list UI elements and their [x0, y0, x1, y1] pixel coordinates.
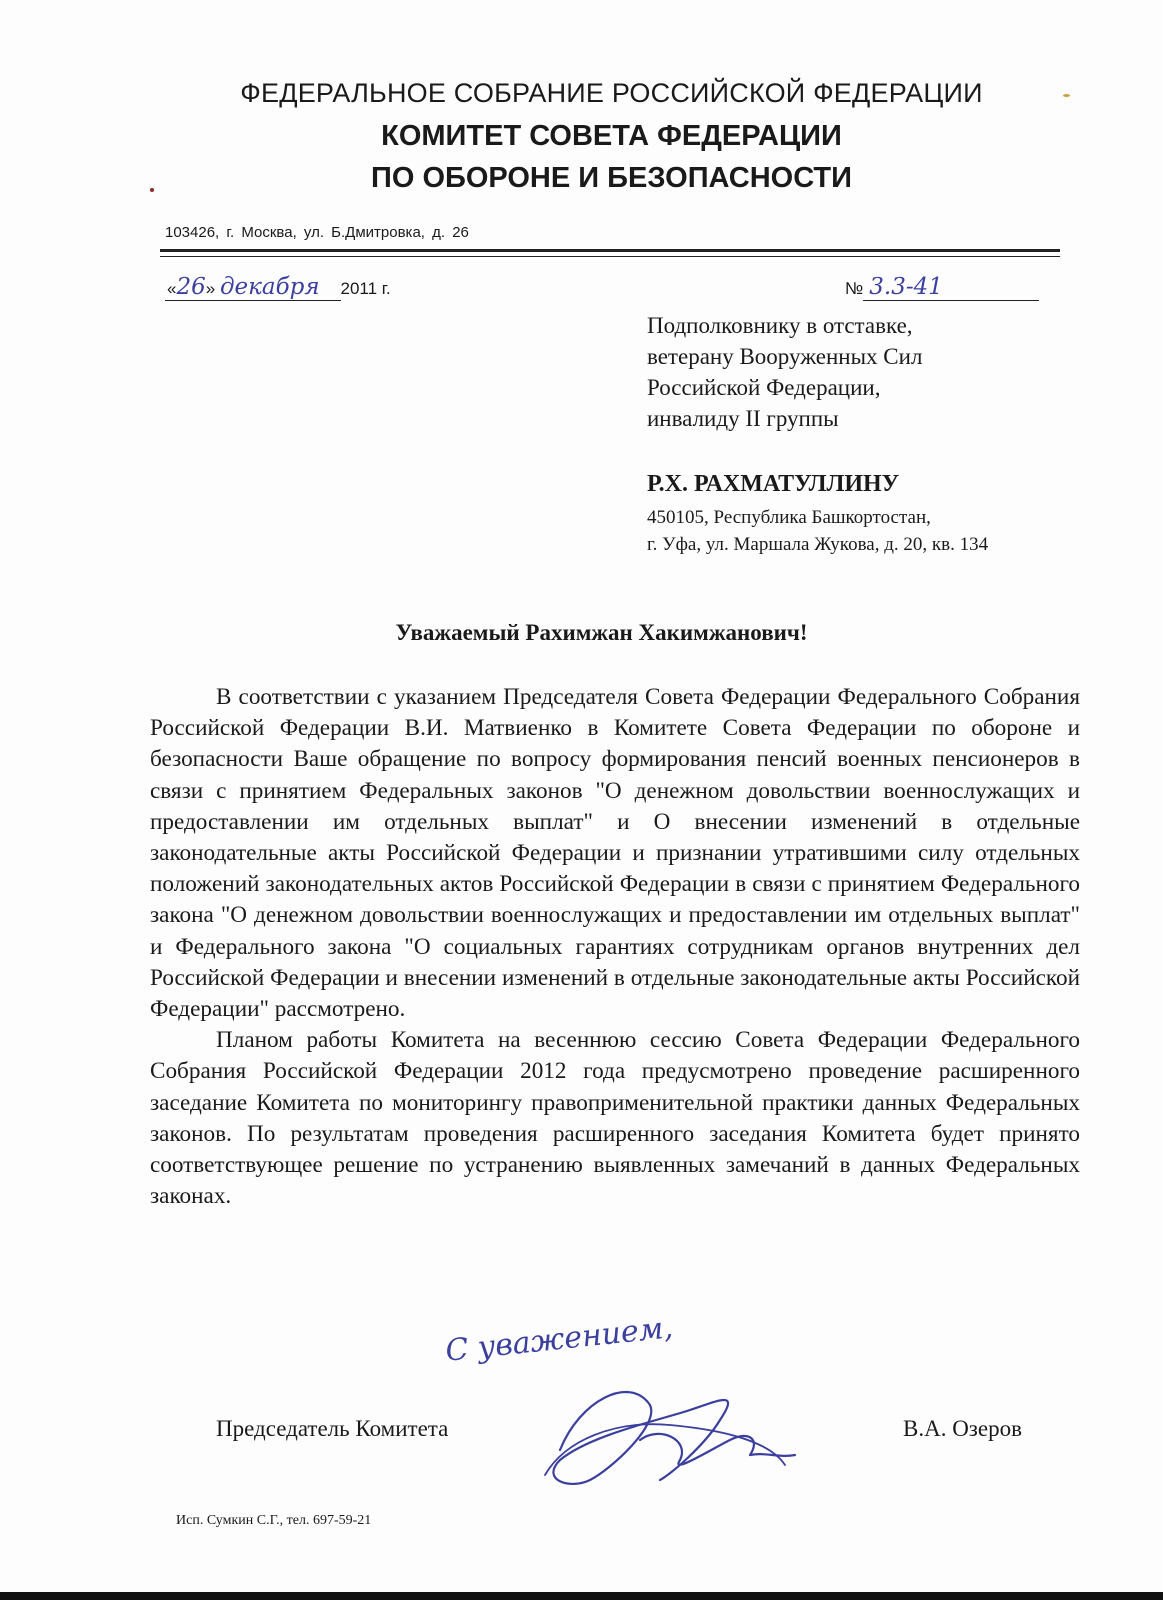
salutation: Уважаемый Рахимжан Хакимжанович!	[395, 620, 808, 645]
number-value: 3.3-41	[869, 274, 943, 300]
date-month: декабря	[219, 274, 320, 300]
registration-number	[845, 274, 1039, 301]
header-rule-thick	[160, 249, 1060, 252]
recipient-title-line: ветерану Вооруженных Сил	[647, 344, 923, 369]
assembly-heading: ФЕДЕРАЛЬНОЕ СОБРАНИЕ РОССИЙСКОЙ ФЕДЕРАЦИИ	[240, 78, 983, 108]
body-paragraph: Планом работы Комитета на весеннюю сессию Совета Федерации Федерального Собрания Российской Федерации 2012 года предусмотрено проведение расширенного заседание Комитета по мониторингу правоприменительной практики данных Федеральных законов. По результатам проведения расширенного заседания Комитета будет принято соответствующее решение по устранению выявленных замечаний в данных Федеральных законах.	[150, 1027, 1080, 1210]
signatory-name: В.А. Озеров	[903, 1416, 1022, 1441]
recipient-title-line: Подполковнику в отставке,	[647, 313, 913, 338]
committee-heading-line2: ПО ОБОРОНЕ И БЕЗОПАСНОСТИ	[371, 162, 852, 194]
paper-speck	[150, 188, 154, 192]
handwritten-closing: С уважением,	[443, 1310, 675, 1369]
recipient-title-line: инвалиду II группы	[647, 406, 839, 431]
recipient-address-line: г. Уфа, ул. Маршала Жукова, д. 20, кв. 134	[647, 534, 989, 555]
recipient-titles	[647, 310, 922, 434]
date-close-quote: »	[205, 279, 216, 298]
recipient-address	[647, 504, 988, 558]
scan-edge	[0, 1592, 1163, 1600]
registration-date	[165, 274, 391, 301]
committee-heading-line1: КОМИТЕТ СОВЕТА ФЕДЕРАЦИИ	[381, 120, 842, 152]
recipient-address-line: 450105, Республика Башкортостан,	[647, 507, 931, 528]
date-year: 2011 г.	[340, 279, 391, 298]
executor-note: Исп. Сумкин С.Г., тел. 697-59-21	[176, 1513, 372, 1528]
date-open-quote: «	[167, 279, 177, 298]
number-label: №	[845, 279, 864, 298]
body-paragraph: В соответствии с указанием Председателя Совета Федерации Федерального Собрания Российской Федерации В.И. Матвиенко в Комитете Совета Федерации по обороне и безопасности Ваше обращение по вопросу формирования пенсий военных пенсионеров в связи с принятием Федеральных законов "О денежном довольствии военнослужащих и предоставлении им отдельных выплат" и О внесении изменений в отдельные законодательные акты Российской Федерации и признании утратившими силу отдельных положений законодательных актов Российской Федерации в связи с принятием Федерального закона "О денежном довольствии военнослужащих и предоставлении им отдельных выплат" и Федерального закона "О социальных гарантиях сотрудникам органов внутренних дел Российской Федерации и внесении изменений в отдельные законодательные акты Российской Федерации" рассмотрено.	[150, 684, 1080, 1023]
date-day: 26	[176, 274, 206, 300]
signatory-title: Председатель Комитета	[216, 1416, 449, 1441]
recipient-name: Р.Х. РАХМАТУЛЛИНУ	[647, 471, 900, 497]
letter-body	[150, 682, 1080, 1212]
date-field	[165, 274, 341, 301]
signature-mark	[520, 1380, 820, 1500]
header-rule-thin	[160, 256, 1060, 257]
committee-address: 103426, г. Москва, ул. Б.Дмитровка, д. 26	[165, 224, 469, 241]
paper-speck	[1063, 94, 1070, 97]
recipient-title-line: Российской Федерации,	[647, 375, 881, 400]
